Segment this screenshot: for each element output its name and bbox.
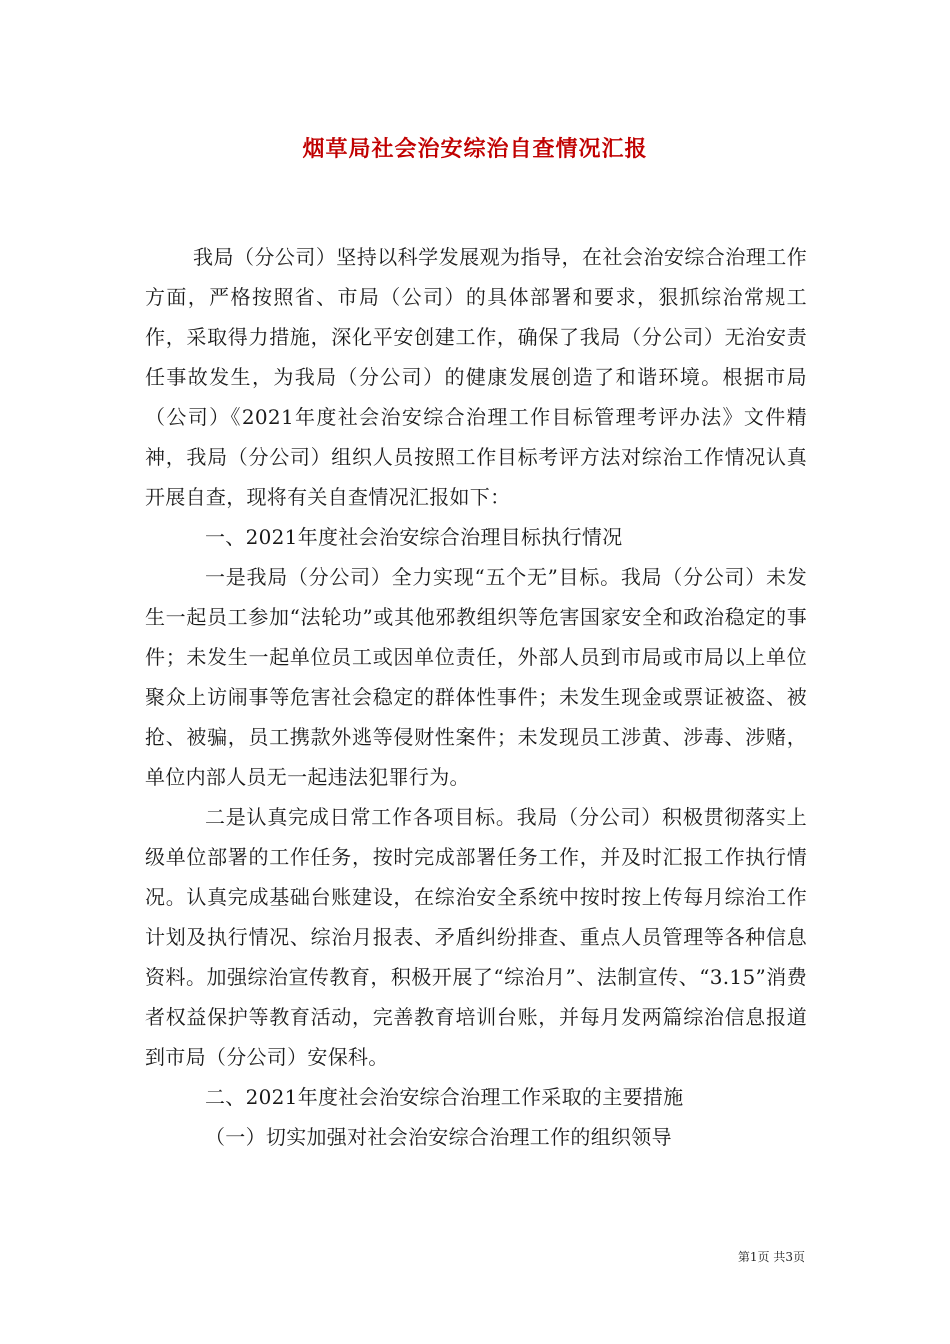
document-title: 烟草局社会治安综治自查情况汇报 xyxy=(302,136,648,162)
section-heading-2: 二、2021年度社会治安综合治理工作采取的主要措施 xyxy=(205,1085,684,1109)
document-body xyxy=(145,237,807,1157)
paragraph-five-nos: 一是我局（分公司）全力实现“五个无”目标。我局（分公司）未发生一起员工参加“法轮功”或其他邪教组织等危害国家安全和政治稳定的事件；未发生一起单位员工或因单位责任，外部人员到市局或市局以上单位聚众上访闹事等危害社会稳定的群体性事件；未发生现金或票证被盗、被抢、被骗，员工携款外逃等侵财性案件；未发现员工涉黄、涉毒、涉赌，单位内部人员无一起违法犯罪行为。 xyxy=(145,565,807,789)
subsection-heading-1: （一）切实加强对社会治安综合治理工作的组织领导 xyxy=(205,1125,672,1149)
section-heading-1: 一、2021年度社会治安综合治理目标执行情况 xyxy=(205,525,623,549)
paragraph-intro: 我局（分公司）坚持以科学发展观为指导，在社会治安综合治理工作方面，严格按照省、市局（公司）的具体部署和要求，狠抓综治常规工作，采取得力措施，深化平安创建工作，确保了我局（分公司）无治安责任事故发生，为我局（分公司）的健康发展创造了和谐环境。根据市局（公司）《2021年度社会治安综合治理工作目标管理考评办法》文件精神，我局（分公司）组织人员按照工作目标考评方法对综治工作情况认真开展自查，现将有关自查情况汇报如下： xyxy=(145,245,807,509)
page-number: 第1页 共3页 xyxy=(737,1250,805,1264)
paragraph-daily-goals: 二是认真完成日常工作各项目标。我局（分公司）积极贯彻落实上级单位部署的工作任务，按时完成部署任务工作，并及时汇报工作执行情况。认真完成基础台账建设，在综治安全系统中按时按上传每月综治工作计划及执行情况、综治月报表、矛盾纠纷排查、重点人员管理等各种信息资料。加强综治宣传教育，积极开展了“综治月”、法制宣传、“3.15”消费者权益保护等教育活动，完善教育培训台账，并每月发两篇综治信息报道到市局（分公司）安保科。 xyxy=(145,805,807,1069)
